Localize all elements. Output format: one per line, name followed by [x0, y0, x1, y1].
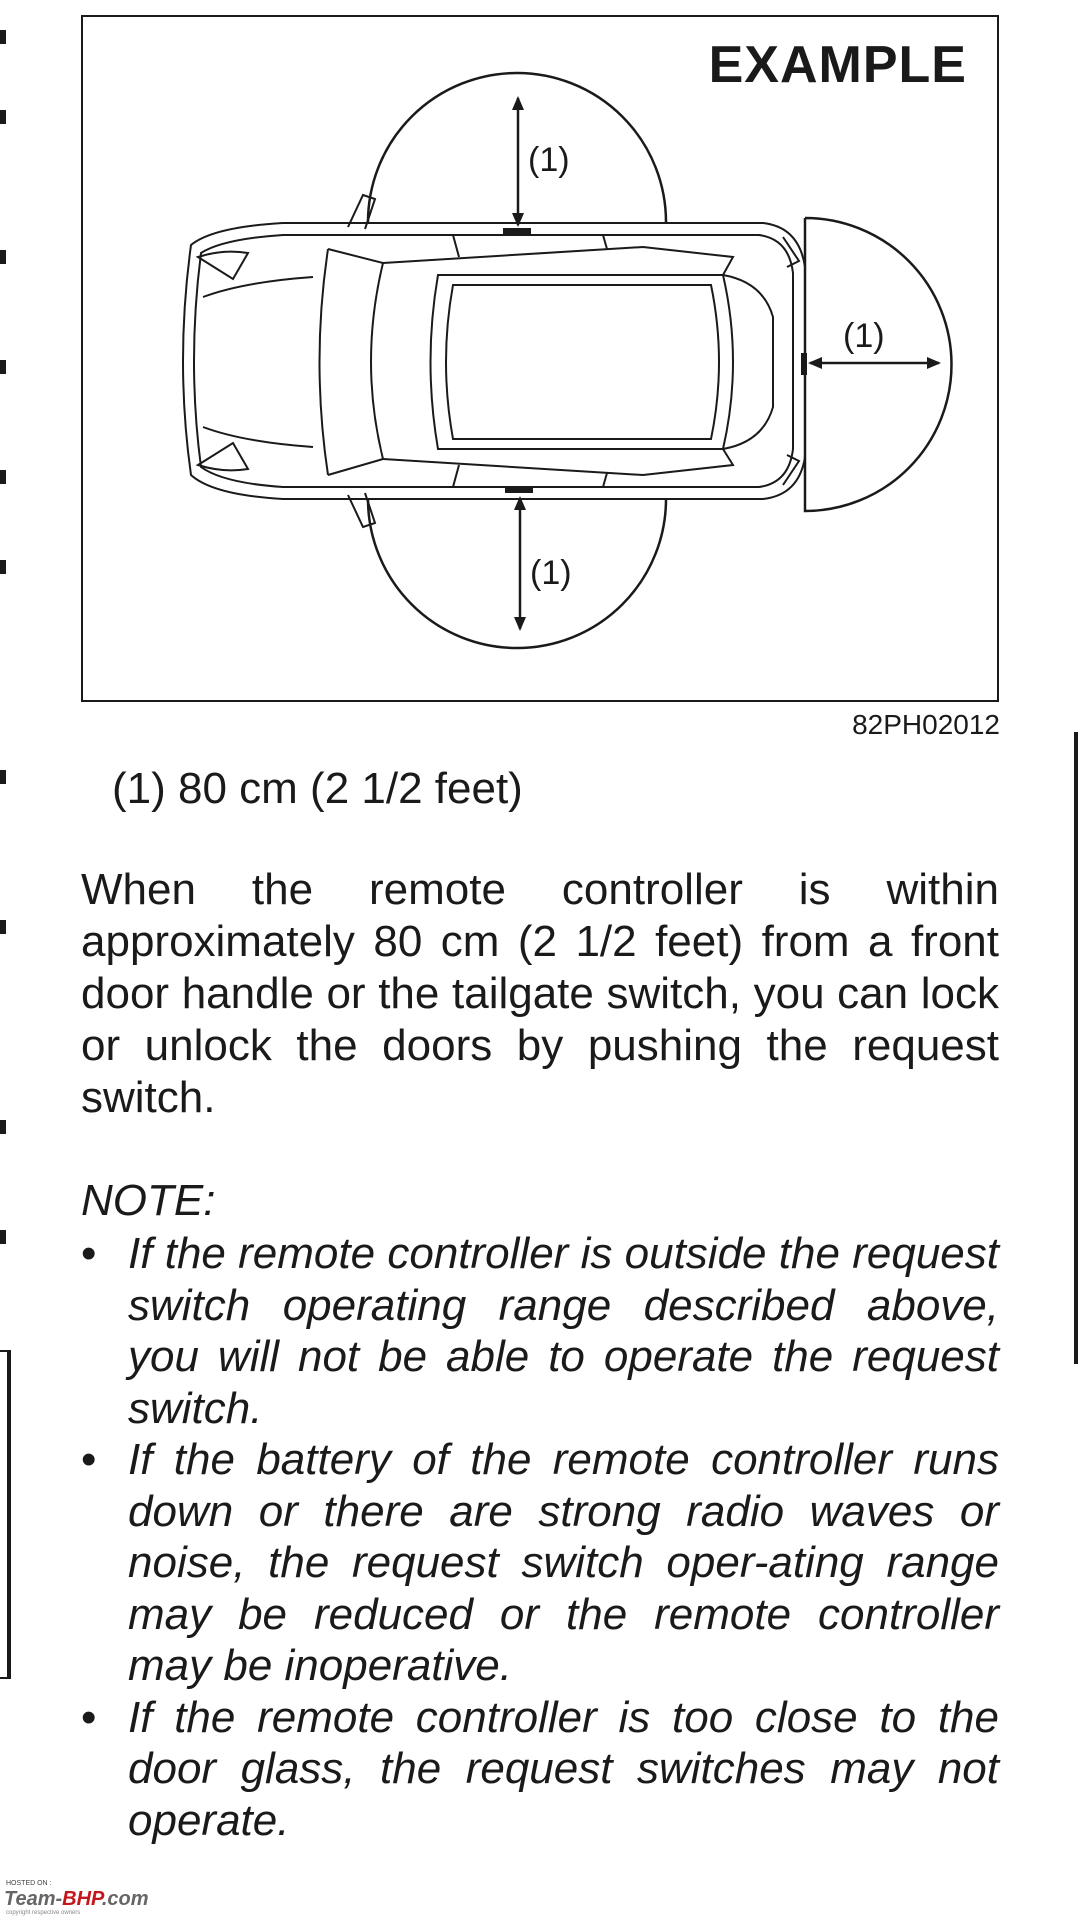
car-range-diagram — [83, 17, 997, 700]
car-outline — [183, 195, 805, 527]
watermark-copyright: copyright respective owners — [6, 1910, 81, 1916]
watermark-logo-brand: BHP — [62, 1888, 102, 1910]
bullet-icon: • — [81, 1229, 97, 1278]
adjacent-page-fragment — [0, 1230, 6, 1244]
figure-code: 82PH02012 — [852, 709, 1000, 740]
note-item — [81, 1692, 999, 1847]
watermark-hosted-label: HOSTED ON : — [6, 1880, 52, 1887]
note-item-text: If the battery of the remote controller runs down or there are strong radio waves or noise, the request switch oper-ating range may be reduced or the remote controller may be inoperative. — [128, 1435, 999, 1690]
bullet-icon: • — [81, 1692, 97, 1742]
example-badge: EXAMPLE — [708, 36, 967, 94]
note-item — [81, 1434, 999, 1692]
watermark — [4, 1880, 194, 1916]
note-item-text: If the remote controller is too close to the door glass, the request switches may not operate. — [128, 1692, 999, 1845]
illustration-frame — [81, 15, 999, 702]
watermark-logo-suffix: .com — [101, 1888, 149, 1910]
figure-legend: (1) 80 cm (2 1/2 feet) — [112, 764, 523, 813]
revision-bar — [1074, 732, 1078, 1364]
adjacent-page-fragment — [0, 470, 6, 484]
body-paragraph: When the remote controller is within approximately 80 cm (2 1/2 feet) from a front door handle or the tailgate switch, you can lock or unlock the doors by pushing the request switch. — [81, 865, 999, 1122]
adjacent-page-fragment — [0, 110, 6, 124]
note-item — [81, 1228, 999, 1434]
adjacent-page-fragment — [0, 250, 6, 264]
adjacent-page-fragment — [0, 360, 6, 374]
range-label-bottom: (1) — [530, 554, 572, 592]
adjacent-page-fragment — [0, 920, 6, 934]
adjacent-page-fragment — [0, 1120, 6, 1134]
note-list — [81, 1228, 999, 1846]
adjacent-page-fragment — [0, 30, 6, 44]
adjacent-page-fragment — [0, 770, 6, 784]
range-label-top: (1) — [528, 141, 570, 179]
bullet-icon: • — [81, 1435, 97, 1484]
adjacent-page-box-edge — [0, 1350, 11, 1679]
front-right-range-arc — [368, 499, 666, 648]
note-item-text: If the remote controller is outside the request switch operating range described above, you will not be able to operate the request switch. — [128, 1229, 999, 1433]
watermark-logo — [4, 1888, 149, 1911]
range-label-rear: (1) — [843, 317, 885, 355]
adjacent-page-fragment — [0, 560, 6, 574]
watermark-logo-prefix: Team- — [4, 1888, 63, 1910]
note-title: NOTE: — [81, 1176, 216, 1225]
